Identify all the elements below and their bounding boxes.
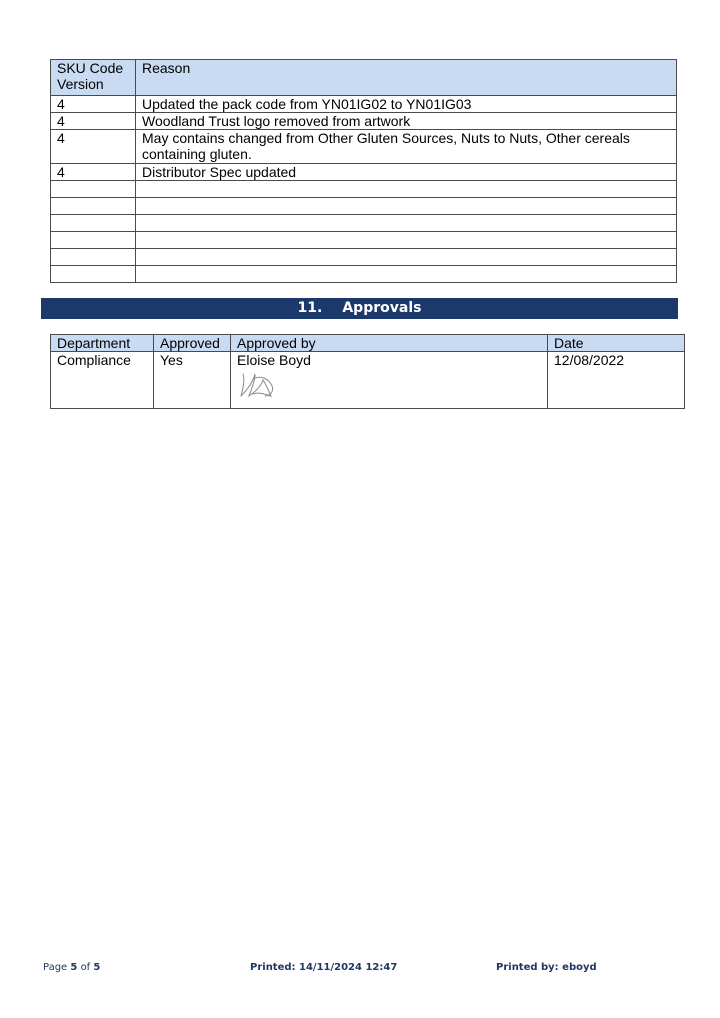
table-row: [51, 352, 685, 409]
version-cell: 4: [51, 130, 136, 164]
section-number: 11.: [297, 300, 323, 316]
approver-name: Eloise Boyd: [237, 352, 311, 368]
empty-table-row: [51, 249, 677, 266]
printed-timestamp: Printed: 14/11/2024 12:47: [250, 962, 398, 973]
version-cell: 4: [51, 164, 136, 181]
reason-cell: Distributor Spec updated: [136, 164, 677, 181]
empty-table-row: [51, 266, 677, 283]
empty-table-row: [51, 181, 677, 198]
approved-by-cell: [231, 352, 548, 409]
page-footer: [43, 962, 643, 976]
empty-table-row: [51, 215, 677, 232]
reason-cell: May contains changed from Other Gluten Sources, Nuts to Nuts, Other cereals containing gluten.: [136, 130, 677, 164]
header-approved: Approved: [154, 335, 231, 352]
header-department: Department: [51, 335, 154, 352]
version-cell: 4: [51, 113, 136, 130]
version-cell: [51, 181, 136, 198]
approvals-table: [50, 334, 685, 409]
reason-cell: [136, 198, 677, 215]
reason-cell: [136, 181, 677, 198]
reason-cell: [136, 215, 677, 232]
table-header-row: [51, 335, 685, 352]
version-cell: 4: [51, 96, 136, 113]
version-cell: [51, 249, 136, 266]
sku-version-table: [50, 59, 677, 283]
table-header-row: [51, 60, 677, 96]
page-total: 5: [93, 962, 101, 973]
page-number: [43, 962, 100, 973]
reason-cell: [136, 249, 677, 266]
department-cell: Compliance: [51, 352, 154, 409]
header-approved-by: Approved by: [231, 335, 548, 352]
page-current: 5: [70, 962, 78, 973]
version-cell: [51, 215, 136, 232]
version-cell: [51, 266, 136, 283]
date-cell: 12/08/2022: [548, 352, 685, 409]
reason-cell: [136, 266, 677, 283]
table-row: [51, 113, 677, 130]
table-row: [51, 130, 677, 164]
empty-table-row: [51, 232, 677, 249]
reason-cell: Updated the pack code from YN01IG02 to YN01IG03: [136, 96, 677, 113]
version-cell: [51, 232, 136, 249]
table-row: [51, 96, 677, 113]
signature-image: [237, 370, 281, 400]
header-reason: Reason: [136, 60, 677, 96]
header-date: Date: [548, 335, 685, 352]
printed-by: Printed by: eboyd: [496, 962, 597, 973]
version-cell: [51, 198, 136, 215]
header-sku-code-version: SKU Code Version: [51, 60, 136, 96]
reason-cell: Woodland Trust logo removed from artwork: [136, 113, 677, 130]
reason-cell: [136, 232, 677, 249]
table-row: [51, 164, 677, 181]
approved-cell: Yes: [154, 352, 231, 409]
page-of: of: [80, 962, 91, 973]
page-label: Page: [43, 962, 68, 973]
empty-table-row: [51, 198, 677, 215]
section-title: Approvals: [342, 300, 422, 316]
section-heading-approvals: [41, 298, 678, 319]
